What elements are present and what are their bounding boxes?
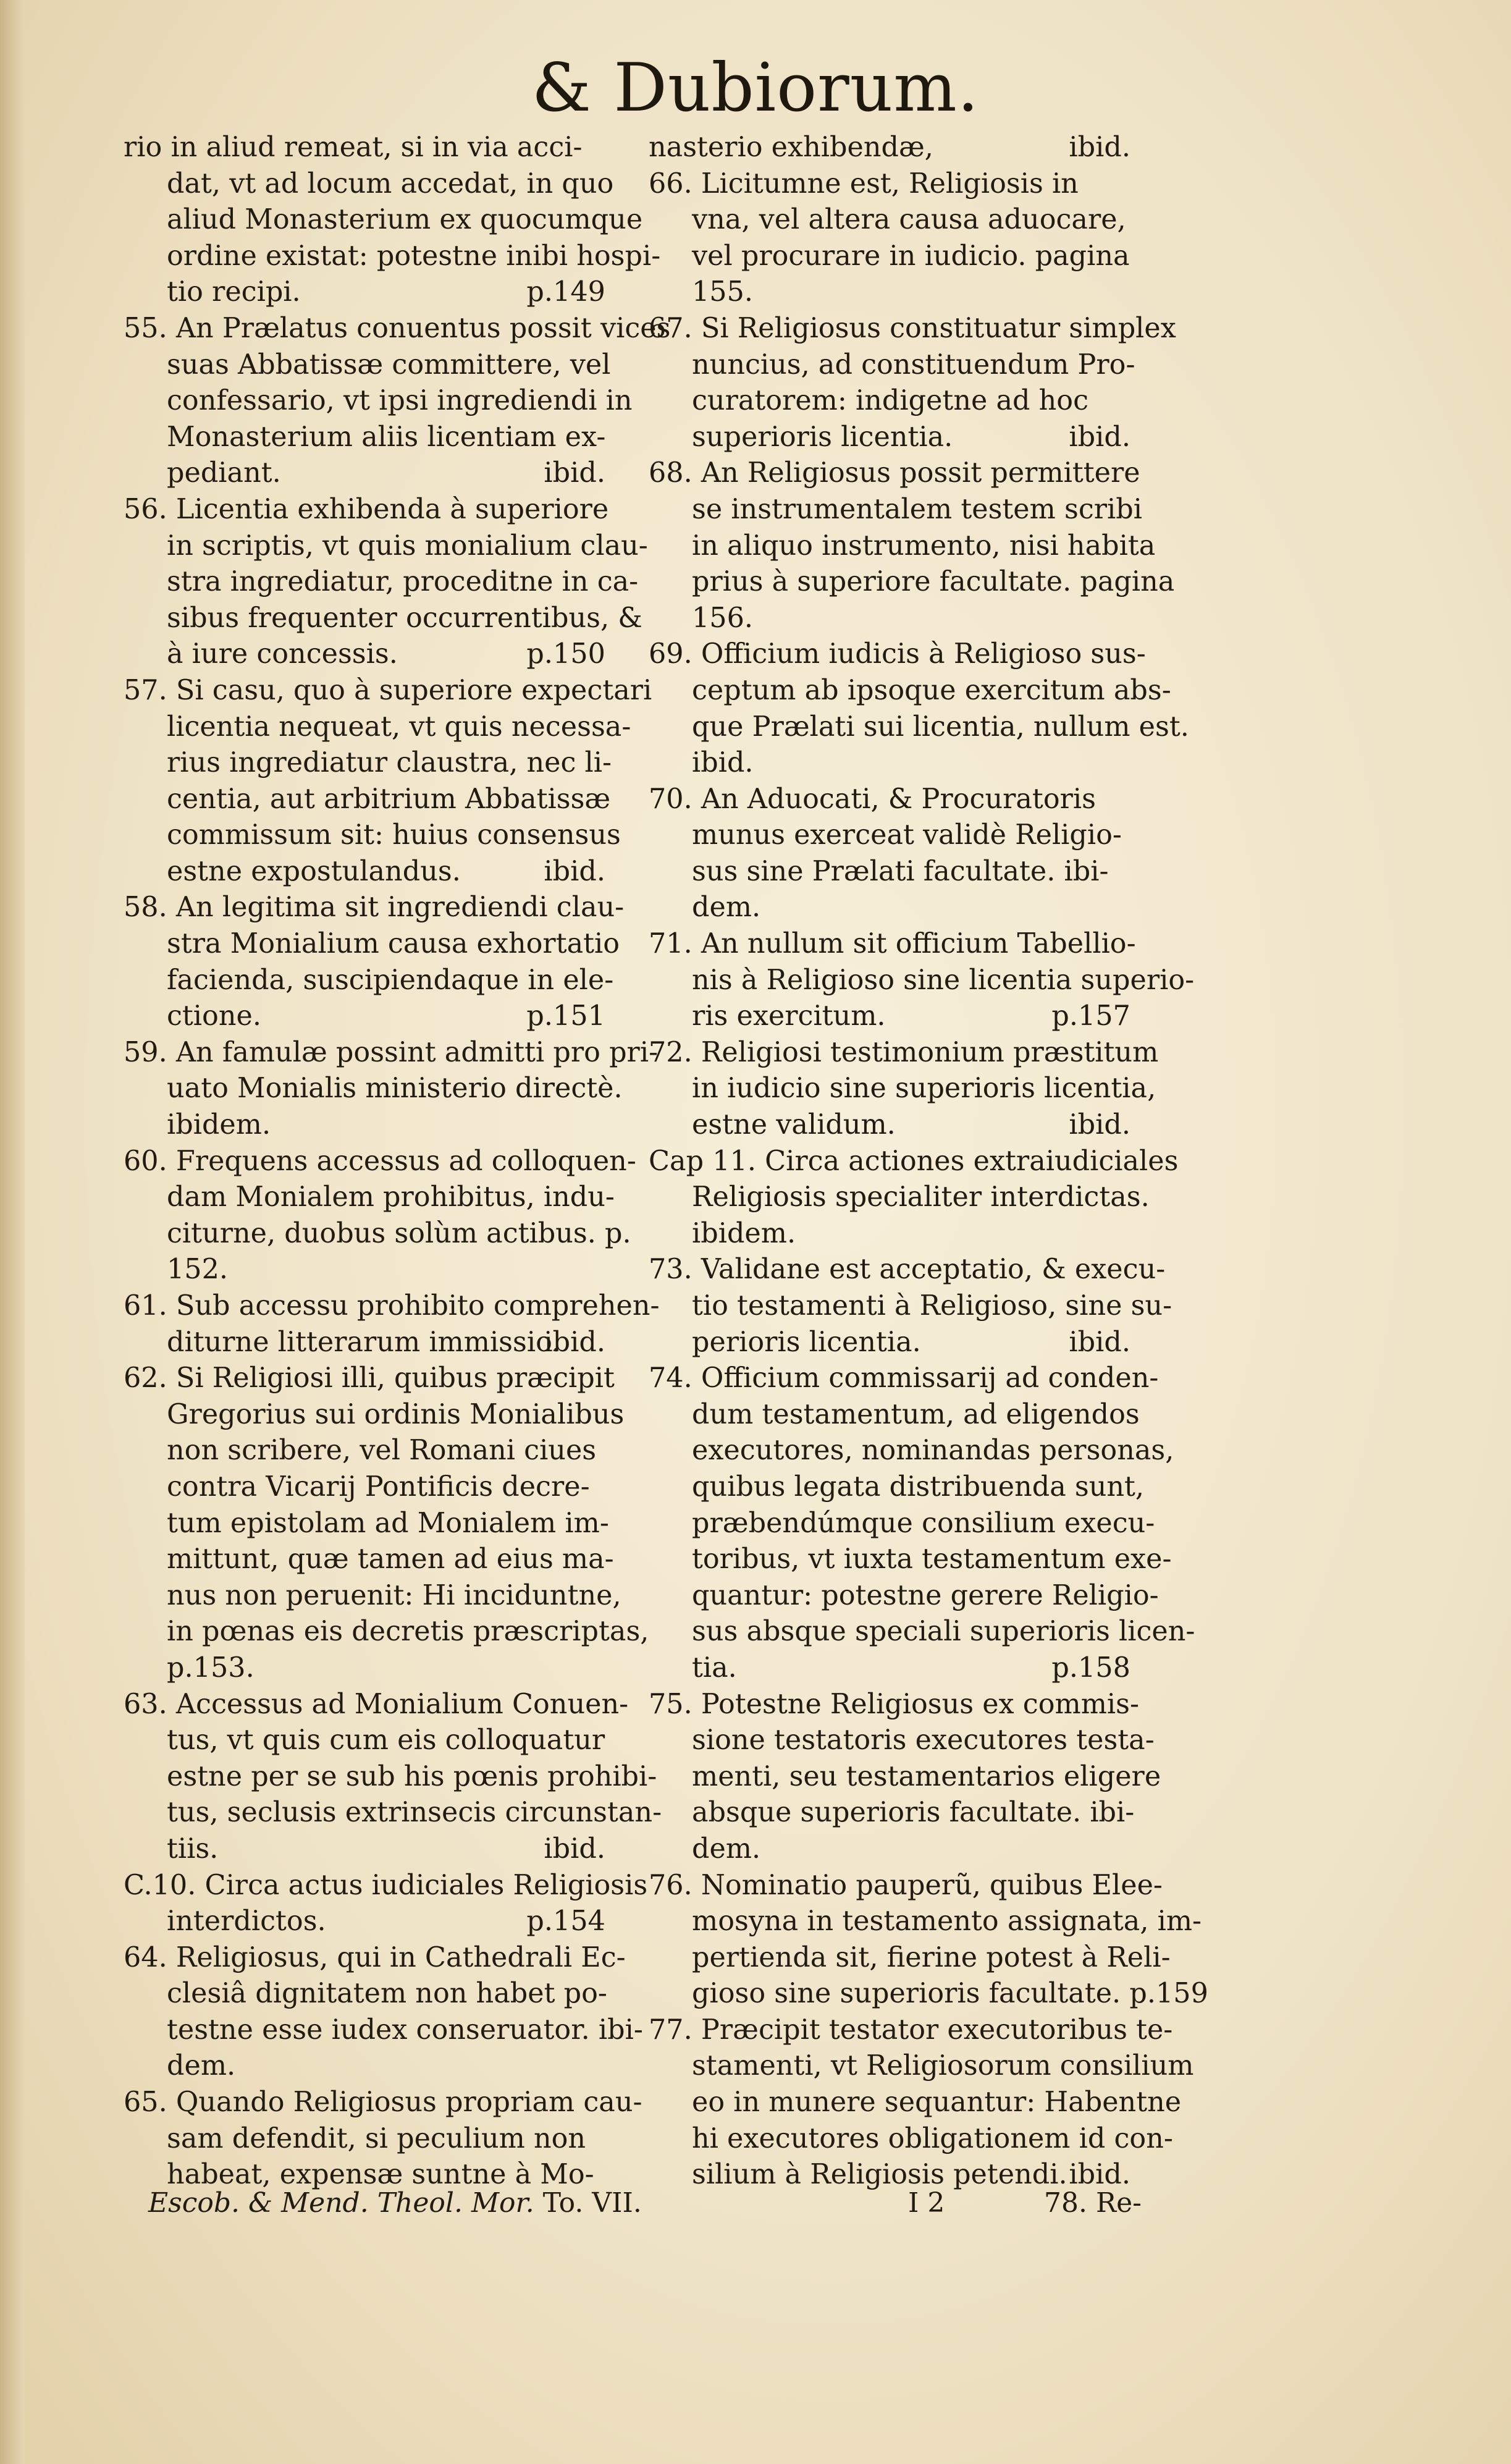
footer-author-title: Escob. & Mend. Theol. Mor. xyxy=(148,2187,534,2219)
entry-line: 77. Præcipit testator executoribus te- xyxy=(649,2014,1173,2046)
index-entry xyxy=(124,890,625,1034)
entry-line: nus non peruenit: Hi inciduntne, xyxy=(167,1579,621,1611)
page-reference: ibid. xyxy=(544,457,605,489)
entry-line: in scriptis, vt quis monialium clau- xyxy=(167,530,648,562)
entry-line: confessario, vt ipsi ingrediendi in xyxy=(167,385,633,417)
page-reference: p.151 xyxy=(526,1000,605,1032)
entry-line: dem. xyxy=(692,892,761,924)
page-reference: ibid. xyxy=(1069,132,1130,163)
index-entry xyxy=(124,492,648,673)
entry-line: quantur: potestne gerere Religio- xyxy=(692,1579,1159,1611)
index-entry xyxy=(124,311,671,492)
index-entry xyxy=(124,1288,660,1361)
entry-line: 69. Officium iudicis à Religioso sus- xyxy=(649,638,1146,670)
binding-edge xyxy=(0,0,25,2464)
entry-line: 62. Si Religiosi illi, quibus præcipit xyxy=(124,1362,615,1394)
index-entry xyxy=(124,1868,648,1940)
entry-line: gioso sine superioris facultate. p.159 xyxy=(692,1978,1208,2010)
page-reference: ibid. xyxy=(544,1326,605,1358)
entry-line: estne validum. xyxy=(692,1109,896,1141)
entry-line: clesiâ dignitatem non habet po- xyxy=(167,1978,607,2010)
index-entry xyxy=(124,1144,636,1288)
entry-line: 64. Religiosus, qui in Cathedrali Ec- xyxy=(124,1941,626,1973)
footer-citation xyxy=(148,2187,642,2219)
entry-line: estne per se sub his pœnis prohibi- xyxy=(167,1760,657,1792)
index-entry xyxy=(124,1361,649,1686)
entry-line: ibid. xyxy=(692,747,754,779)
entry-line: 74. Officium commissarij ad conden- xyxy=(649,1362,1159,1394)
entry-line: stra Monialium causa exhortatio xyxy=(167,928,620,960)
entry-line: stra ingrediatur, proceditne in ca- xyxy=(167,566,639,598)
entry-line: commissum sit: huius consensus xyxy=(167,819,621,851)
entry-line: in pœnas eis decretis præscriptas, xyxy=(167,1616,649,1648)
index-entry xyxy=(649,1868,1208,2012)
page-reference: p.150 xyxy=(526,638,605,670)
index-entry xyxy=(649,455,1175,636)
index-entry xyxy=(649,926,1195,1035)
entry-line: curatorem: indigetne ad hoc xyxy=(692,385,1088,417)
entry-line: executores, nominandas personas, xyxy=(692,1435,1174,1467)
entry-line: se instrumentalem testem scribi xyxy=(692,493,1142,525)
entry-line: munus exerceat validè Religio- xyxy=(692,819,1122,851)
page-reference: ibid. xyxy=(1069,1109,1130,1141)
entry-line: 155. xyxy=(692,276,754,308)
entry-line: pediant. xyxy=(167,457,281,489)
entry-line: 66. Licitumne est, Religiosis in xyxy=(649,167,1079,200)
entry-line: tio recipi. xyxy=(167,276,301,308)
signature-mark: I 2 xyxy=(908,2187,945,2219)
entry-line: tus, seclusis extrinsecis circunstan- xyxy=(167,1797,662,1829)
index-entry xyxy=(649,2012,1194,2193)
entry-line: menti, seu testamentarios eligere xyxy=(692,1760,1161,1792)
entry-line: nasterio exhibendæ, xyxy=(649,132,933,163)
entry-line: 68. An Religiosus possit permittere xyxy=(649,457,1140,489)
entry-line: contra Vicarij Pontificis decre- xyxy=(167,1470,590,1503)
entry-line: tia. xyxy=(692,1652,737,1684)
entry-line: 59. An famulæ possint admitti pro pri- xyxy=(124,1036,659,1068)
entry-line: 156. xyxy=(692,602,754,634)
entry-line: 61. Sub accessu prohibito comprehen- xyxy=(124,1290,660,1322)
entry-line: que Prælati sui licentia, nullum est. xyxy=(692,711,1189,743)
entry-line: sibus frequenter occurrentibus, & xyxy=(167,602,642,634)
entry-line: 76. Nominatio pauperũ, quibus Elee- xyxy=(649,1869,1163,1901)
catchword: 78. Re- xyxy=(1044,2187,1142,2219)
page-reference: p.157 xyxy=(1051,1000,1130,1032)
entry-line: 73. Validane est acceptatio, & execu- xyxy=(649,1254,1166,1286)
entry-line: 71. An nullum sit officium Tabellio- xyxy=(649,928,1136,960)
entry-line: 70. An Aduocati, & Procuratoris xyxy=(649,783,1096,815)
entry-line: Monasterium aliis licentiam ex- xyxy=(167,421,606,453)
entry-line: tum epistolam ad Monialem im- xyxy=(167,1507,609,1539)
index-entry xyxy=(649,166,1130,311)
index-entry xyxy=(124,1035,659,1144)
entry-line: 63. Accessus ad Monialium Conuen- xyxy=(124,1688,629,1720)
index-entry xyxy=(124,2085,642,2193)
entry-line: ibidem. xyxy=(692,1217,796,1249)
left-column xyxy=(124,130,671,2193)
entry-line: non scribere, vel Romani ciues xyxy=(167,1435,597,1467)
entry-line: p.153. xyxy=(167,1652,255,1684)
index-entry xyxy=(649,130,1130,166)
entry-line: testne esse iudex conseruator. ibi- xyxy=(167,2014,643,2046)
entry-line: 58. An legitima sit ingrediendi clau- xyxy=(124,892,625,924)
entry-line: dat, vt ad locum accedat, in quo xyxy=(167,167,614,200)
right-column xyxy=(649,130,1208,2193)
entry-line: Gregorius sui ordinis Monialibus xyxy=(167,1398,625,1430)
entry-line: ceptum ab ipsoque exercitum abs- xyxy=(692,674,1171,706)
entry-line: rius ingrediatur claustra, nec li- xyxy=(167,747,612,779)
entry-line: toribus, vt iuxta testamentum exe- xyxy=(692,1543,1172,1576)
entry-line: sus sine Prælati facultate. ibi- xyxy=(692,855,1109,887)
page-reference: ibid. xyxy=(1069,2159,1130,2191)
page-reference: p.158 xyxy=(1051,1652,1130,1684)
entry-line: uato Monialis ministerio directè. xyxy=(167,1073,623,1105)
index-entry xyxy=(649,1361,1195,1686)
page-reference: ibid. xyxy=(544,855,605,887)
entry-line: sus absque speciali superioris licen- xyxy=(692,1616,1195,1648)
entry-line: nuncius, ad constituendum Pro- xyxy=(692,348,1135,381)
footer-volume: To. VII. xyxy=(542,2187,642,2219)
index-entry xyxy=(649,1687,1161,1868)
entry-line: dum testamentum, ad eligendos xyxy=(692,1398,1140,1430)
footer-signature-area xyxy=(908,2187,1142,2219)
entry-line: C.10. Circa actus iudiciales Religiosis xyxy=(124,1869,648,1901)
entry-line: absque superioris facultate. ibi- xyxy=(692,1797,1135,1829)
entry-line: nis à Religioso sine licentia superio- xyxy=(692,964,1195,996)
entry-line: suas Abbatissæ committere, vel xyxy=(167,348,611,381)
entry-line: rio in aliud remeat, si in via acci- xyxy=(124,132,583,163)
entry-line: pertienda sit, fierine potest à Reli- xyxy=(692,1941,1171,1973)
entry-line: tus, vt quis cum eis colloquatur xyxy=(167,1724,605,1757)
index-entry xyxy=(649,1035,1159,1144)
entry-line: 152. xyxy=(167,1254,229,1286)
entry-line: Cap 11. Circa actiones extraiudiciales xyxy=(649,1145,1179,1177)
entry-line: prius à superiore facultate. pagina xyxy=(692,566,1175,598)
entry-line: dam Monialem prohibitus, indu- xyxy=(167,1181,615,1213)
entry-line: centia, aut arbitrium Abbatissæ xyxy=(167,783,611,815)
index-entry xyxy=(124,130,661,311)
entry-line: citurne, duobus solùm actibus. p. xyxy=(167,1217,631,1249)
entry-line: interdictos. xyxy=(167,1905,326,1938)
index-entry xyxy=(124,1687,662,1868)
entry-line: Religiosis specialiter interdictas. xyxy=(692,1181,1150,1213)
index-entry xyxy=(124,673,652,890)
entry-line: vna, vel altera causa aduocare, xyxy=(692,204,1126,236)
running-head: & Dubiorum. xyxy=(531,49,980,127)
entry-line: tio testamenti à Religioso, sine su- xyxy=(692,1290,1172,1322)
entry-line: quibus legata distribuenda sunt, xyxy=(692,1470,1145,1503)
entry-line: in iudicio sine superioris licentia, xyxy=(692,1073,1156,1105)
page-reference: p.154 xyxy=(526,1905,605,1938)
entry-line: 75. Potestne Religiosus ex commis- xyxy=(649,1688,1140,1720)
entry-line: præbendúmque consilium execu- xyxy=(692,1507,1155,1539)
entry-line: dem. xyxy=(167,2050,236,2082)
entry-line: facienda, suscipiendaque in ele- xyxy=(167,964,614,996)
index-entry xyxy=(649,311,1176,455)
entry-line: 60. Frequens accessus ad colloquen- xyxy=(124,1145,636,1177)
entry-line: mittunt, quæ tamen ad eius ma- xyxy=(167,1543,614,1576)
entry-line: 57. Si casu, quo à superiore expectari xyxy=(124,674,652,706)
page-reference: ibid. xyxy=(544,1833,605,1865)
entry-line: à iure concessis. xyxy=(167,638,398,670)
index-entry xyxy=(649,1252,1172,1361)
entry-line: 65. Quando Religiosus propriam cau- xyxy=(124,2086,642,2119)
index-entry xyxy=(649,636,1189,781)
entry-line: 67. Si Religiosus constituatur simplex xyxy=(649,312,1176,344)
entry-line: stamenti, vt Religiosorum consilium xyxy=(692,2050,1194,2082)
index-entry xyxy=(649,1144,1179,1252)
index-entry xyxy=(649,782,1130,926)
entry-line: eo in munere sequantur: Habentne xyxy=(692,2086,1182,2119)
page-reference: ibid. xyxy=(1069,1326,1130,1358)
entry-line: ris exercitum. xyxy=(692,1000,886,1032)
entry-line: sione testatoris executores testa- xyxy=(692,1724,1155,1757)
entry-line: mosyna in testamento assignata, im- xyxy=(692,1905,1202,1938)
page-reference: ibid. xyxy=(1069,421,1130,453)
entry-line: superioris licentia. xyxy=(692,421,953,453)
entry-line: estne expostulandus. xyxy=(167,855,461,887)
entry-line: perioris licentia. xyxy=(692,1326,921,1358)
entry-line: habeat, expensæ suntne à Mo- xyxy=(167,2159,594,2191)
entry-line: ctione. xyxy=(167,1000,261,1032)
entry-line: diturne litterarum immissio. xyxy=(167,1326,561,1358)
index-entry xyxy=(124,1940,643,2085)
entry-line: dem. xyxy=(692,1833,761,1865)
page-reference: p.149 xyxy=(526,276,605,308)
entry-line: 55. An Prælatus conuentus possit vices xyxy=(124,312,671,344)
entry-line: sam defendit, si peculium non xyxy=(167,2122,586,2154)
entry-line: aliud Monasterium ex quocumque xyxy=(167,204,643,236)
entry-line: 72. Religiosi testimonium præstitum xyxy=(649,1036,1159,1068)
entry-line: silium à Religiosis petendi. xyxy=(692,2159,1067,2191)
entry-line: vel procurare in iudicio. pagina xyxy=(692,240,1130,272)
entry-line: 56. Licentia exhibenda à superiore xyxy=(124,493,609,525)
entry-line: ordine existat: potestne inibi hospi- xyxy=(167,240,661,272)
entry-line: tiis. xyxy=(167,1833,219,1865)
entry-line: licentia nequeat, vt quis necessa- xyxy=(167,711,631,743)
entry-line: hi executores obligationem id con- xyxy=(692,2122,1173,2154)
entry-line: in aliquo instrumento, nisi habita xyxy=(692,530,1156,562)
entry-line: ibidem. xyxy=(167,1109,271,1141)
